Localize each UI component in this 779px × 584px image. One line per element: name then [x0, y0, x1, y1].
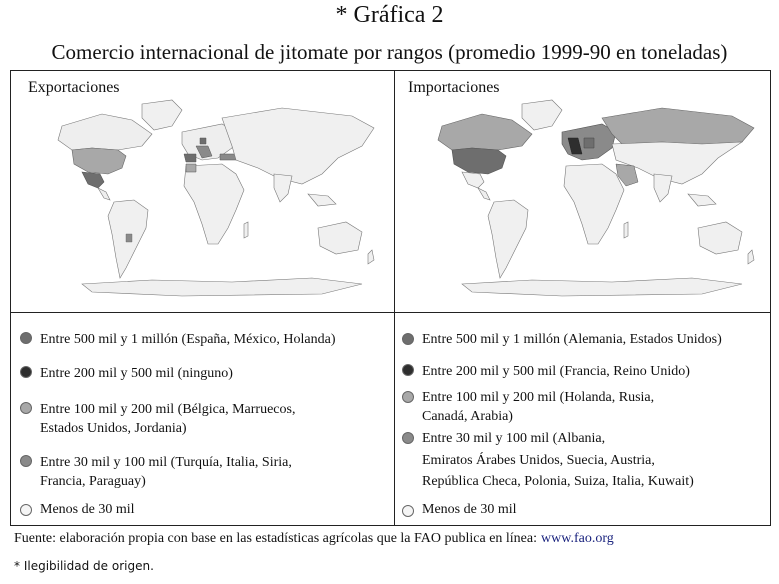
- paraguay: [126, 234, 132, 242]
- legend-item-cont: Estados Unidos, Jordania): [40, 421, 187, 436]
- russia: [602, 108, 754, 144]
- exports-map-label: Exportaciones: [28, 79, 120, 96]
- greenland: [522, 100, 562, 130]
- imports-map-label: Importaciones: [408, 79, 500, 96]
- legend-swatch: [402, 505, 414, 517]
- legend-item: Menos de 30 mil: [422, 502, 517, 517]
- legend-item: Entre 200 mil y 500 mil (Francia, Reino Unido): [422, 364, 690, 379]
- legend-swatch: [20, 332, 32, 344]
- legend-swatch: [20, 504, 32, 516]
- legend-item: Entre 200 mil y 500 mil (ninguno): [40, 366, 233, 381]
- footnote: * Ilegibilidad de origen.: [14, 559, 154, 573]
- page-title: * Gráfica 2: [335, 2, 444, 28]
- source-link[interactable]: www.fao.org: [541, 531, 614, 546]
- source-text: Fuente: elaboración propia con base en las estadísticas agrícolas que la FAO publica en línea:: [14, 531, 538, 546]
- antarctica: [462, 278, 742, 296]
- exports-world-map: [22, 98, 384, 302]
- turkey: [220, 154, 236, 160]
- legend-swatch: [402, 364, 414, 376]
- legend-item: Entre 100 mil y 200 mil (Holanda, Rusia,: [422, 390, 655, 405]
- column-divider: [394, 70, 395, 526]
- legend-swatch: [402, 432, 414, 444]
- usa: [452, 148, 506, 174]
- australia: [318, 222, 362, 254]
- legend-item: Entre 30 mil y 100 mil (Turquía, Italia, Siria,: [40, 455, 292, 470]
- legend-swatch: [20, 402, 32, 414]
- legend-item: Menos de 30 mil: [40, 502, 135, 517]
- canada: [58, 114, 152, 150]
- south-america: [488, 200, 528, 278]
- legend-item: Entre 500 mil y 1 millón (España, México, Holanda): [40, 332, 336, 347]
- legend-swatch: [20, 455, 32, 467]
- canada: [438, 114, 532, 150]
- greenland: [142, 100, 182, 130]
- legend-item-cont: Emiratos Árabes Unidos, Suecia, Austria,: [422, 453, 655, 468]
- australia: [698, 222, 742, 254]
- legend-item: Entre 100 mil y 200 mil (Bélgica, Marruecos,: [40, 402, 296, 417]
- legend-item: Entre 500 mil y 1 millón (Alemania, Estados Unidos): [422, 332, 722, 347]
- row-divider: [10, 312, 771, 313]
- legend-swatch: [20, 366, 32, 378]
- asia: [222, 108, 374, 184]
- mexico: [462, 172, 484, 188]
- exports-legend: [20, 322, 390, 518]
- antarctica: [82, 278, 362, 296]
- mexico: [82, 172, 104, 188]
- imports-world-map: [402, 98, 764, 302]
- usa: [72, 148, 126, 174]
- legend-item-cont: República Checa, Polonia, Suiza, Italia, Kuwait): [422, 474, 694, 489]
- source-note: [14, 531, 614, 547]
- spain: [184, 154, 196, 162]
- legend-item-cont: Canadá, Arabia): [422, 409, 513, 424]
- africa: [564, 164, 624, 244]
- legend-item-cont: Francia, Paraguay): [40, 474, 146, 489]
- morocco: [186, 164, 196, 172]
- netherlands: [200, 138, 206, 144]
- germany: [584, 138, 594, 148]
- legend-swatch: [402, 391, 414, 403]
- imports-legend: [402, 322, 768, 518]
- page-subtitle: Comercio internacional de jitomate por rangos (promedio 1999-90 en toneladas): [51, 40, 728, 64]
- africa: [184, 164, 244, 244]
- legend-item: Entre 30 mil y 100 mil (Albania,: [422, 431, 606, 446]
- legend-swatch: [402, 333, 414, 345]
